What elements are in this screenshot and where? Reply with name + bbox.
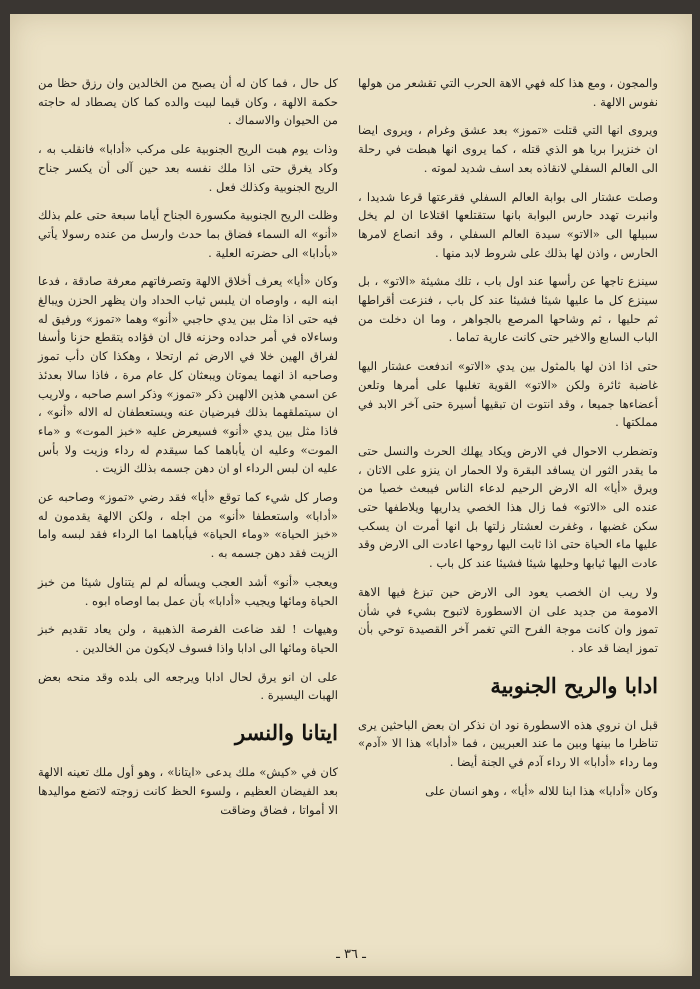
paragraph: وصلت عشتار الى بوابة العالم السفلي فقرعتها قرعا شديدا ، وانبرت تهدد حارس البوابة بانها ستقتلعها اقتلاعا ان لم يخل سبيلها الى «الاتو» سيدة العالم السفلي ، وقد انصاع لامرها الحارس ، واذن لها بذلك على شروط لابد منها . — [358, 189, 658, 260]
magazine-page — [10, 14, 692, 976]
paragraph: على ان انو يرق لحال ادابا ويرجعه الى بلده وقد منحه بعض الهبات اليسيرة . — [38, 669, 338, 703]
paragraph: ولا ريب ان الخصب يعود الى الارض حين تبزغ فيها الاهة الامومة من جديد على ان الاسطورة لاتبوح بشيء في شأن تموز وان كانت موجة الفرح التي تغمر آخر القصيدة توحي بأن تموز ايضا قد عاد . — [358, 584, 658, 655]
paragraph: وذات يوم هبت الريح الجنوبية على مركب «أدابا» فانقلب به ، وكاد يغرق حتى اذا ملك نفسه بعد حين آلى أن يكسر جناح الريح الجنوبية وكذلك فعل . — [38, 142, 338, 194]
section-heading-adapa: ادابا والريح الجنوبية — [490, 672, 658, 698]
paragraph: وتضطرب الاحوال في الارض ويكاد يهلك الحرث والنسل حتى ما يقدر الثور ان يسافد البقرة ولا الحمار ان ينزو على الاتان ، ويرق «أيا» اله الارض الرحيم لدعاء الناس فيبعث خصيا من عنده الى «الاتو» فما زال هذا الخصي يداريها ويلاطفها حتى سكن غضبها ، وغفرت لعشتار زلتها بل انها أمرت ان يسكب عليها ماء الحياة حتى اذا ثابت اليها روحها اعادت الى الارض وقد عادت اليها ثيابها وحليها شيئا فشيئا عند كل باب . — [358, 443, 658, 571]
right-column — [358, 74, 658, 811]
paragraph: وهيهات ! لقد ضاعت الفرصة الذهبية ، ولن يعاد تقديم خبز الحياة ومائها الى ادابا واذا فسوف لايكون من الخالدين . — [38, 622, 338, 655]
paragraph: وكان «أيا» يعرف أخلاق الالهة وتصرفاتهم معرفة صادقة ، فدعا ابنه اليه ، واوصاه ان يلبس ثياب الحداد وان يظهر الحزن ويبالغ فيه حتى اذا مثل بين يدي حاجبي «أنو» وهما «تموز» ورفيق له وساءلاه في أمر حداده وحزنه قال ان فؤاده يتقطع حزنا وأسفا لفراق الهين خلا في الارض ثم ارتحلا ، وهكذا كان دأب تموز وصاحبه اذ انهما يموتان ويبعثان كل عام مرة ، فاذا سالا بعدئذ عن اسمي هذين الالهين ذكر «تموز» وذكر اسم صاحبه ، ولاريب ان سيتملقهما بذلك فيرضيان عنه ويستعطفان له الاله «أنو» ، فاذا مثل بين يدي «أنو» فسيعرض عليه «خبز الموت» و «ماء الموت» وعليه ان يأباهما كما سيقدم له رداء وزيت ولا بأس عليه ان لبس الرداء او ان دهن جسمه بذلك الزيت . — [38, 274, 338, 476]
paragraph: كل حال ، فما كان له أن يصبح من الخالدين وان رزق حظا من حكمة الالهة ، وكان قيما لبيت والده كما كان يصطاد له حاجته من الحيوان والاسماك . — [38, 76, 338, 128]
paragraph: والمجون ، ومع هذا كله فهي الاهة الحرب التي تقشعر من هولها نفوس الالهة . — [358, 76, 658, 109]
paragraph: وصار كل شيء كما توقع «أيا» فقد رضي «تموز» وصاحبه عن «أدابا» واستعطفا «أنو» من اجله ، ولكن الالهة يقدمون له «خبز الحياة» «وماء الحياة» فيأباهما اما الرداء فقد لبسه واما الزيت فقد دهن جسمه به . — [38, 490, 338, 561]
page-number: ـ ٣٦ ـ — [336, 947, 366, 962]
paragraph: ويعجب «أنو» أشد العجب ويسأله لم لم يتناول شيئا من خبز الحياة ومائها ويجيب «أدابا» بأن عمل بما اوصاه ابوه . — [38, 574, 338, 608]
paragraph: حتى اذا اذن لها بالمثول بين يدي «الاتو» اندفعت عشتار اليها غاضبة ثائرة ولكن «الاتو» القوية تغلبها على أمرها وتلعن أعضاءها جميعا ، وقد انتوت ان تبقيها أسيرة حتى آخر الابد في مملكتها . — [358, 359, 658, 430]
paragraph: وكان «أدابا» هذا ابنا للاله «أيا» ، وهو انسان على — [425, 783, 658, 798]
section-heading-etana: ايتانا والنسر — [234, 720, 338, 746]
paragraph: قبل ان نروي هذه الاسطورة نود ان نذكر ان بعض الباحثين يرى تناظرا ما بينها وبين ما عند العبريين ، فما «أدابا» هذا الا «آدم» وما رداء «أدابا» الا رداء آدم في الجنة أيضا . — [358, 717, 658, 770]
paragraph: سينزع تاجها عن رأسها عند اول باب ، تلك مشيئة «الاتو» ، بل سينزع كل ما عليها شيئا فشيئا عند كل باب ، فنزعت أقراطها ثم حليها ، ثم وشاحها المرصع بالجواهر ، وما ان دخلت من الباب السابع والاخير حتى كانت عارية تماما . — [358, 274, 658, 345]
left-column — [38, 74, 338, 829]
paragraph: ويروى انها التي قتلت «تموز» بعد عشق وغرام ، ويروى ايضا ان خنزيرا بريا هو الذي قتله ، كما يروى انها هبطت في رحلة الى العالم السفلي لانقاذه بعد اسف شديد لموته . — [358, 123, 658, 175]
paragraph: وظلت الريح الجنوبية مكسورة الجناح أياما سبعة حتى علم بذلك «أنو» اله السماء فضاق بما حدث وارسل من عنده رسولا يأتي «بأدابا» الى حضرته العلية . — [38, 208, 338, 260]
paragraph: كان في «كيش» ملك يدعى «ايتانا» ، وهو أول ملك تعينه الالهة بعد الفيضان العظيم ، ولسوء الحظ كانت زوجته لاتضع مواليدها الا أمواتا ، فضاق وضاقت — [38, 765, 338, 817]
